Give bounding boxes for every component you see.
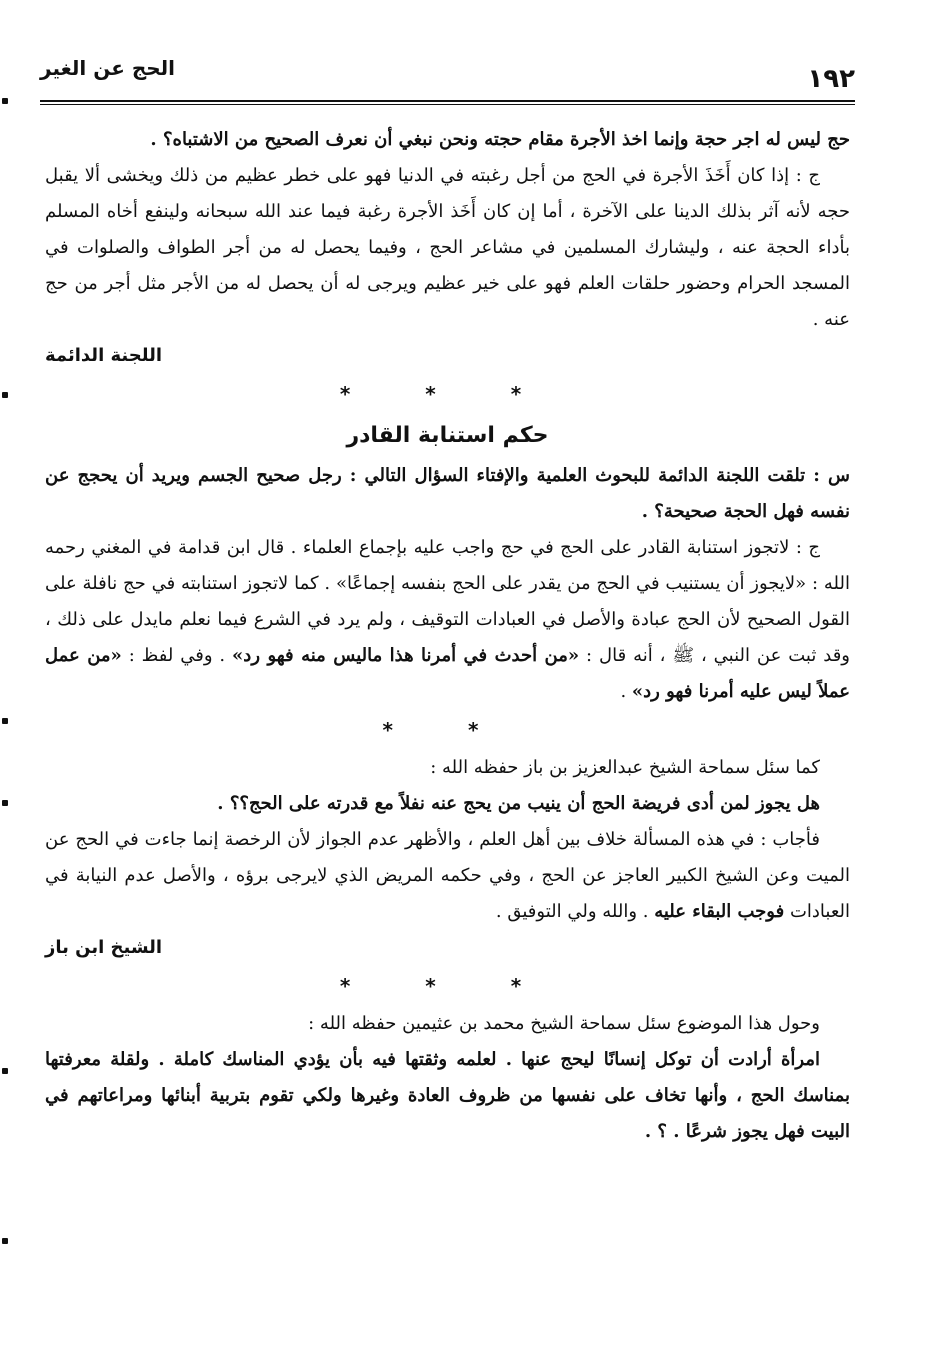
header-rule [40,100,855,102]
answer-text-end: . [620,681,632,702]
intro-paragraph: كما سئل سماحة الشيخ عبدالعزيز بن باز حفظه الله : [430,757,820,778]
divider-stars-2: * * [382,718,513,742]
answer-text-3: فأجاب : في هذه المسألة خلاف بين أهل العلم ، والأظهر عدم الجواز لأن الرخصة إنما جاءت في الحج عن الميت وعن الشيخ الكبير العاجز عن الحج ، وفي حكمه المريض الذي لايرجى برؤه ، والأصل عدم النيابة في العبادات [45,829,850,922]
header-rule-thin [40,104,855,105]
answer-emphasis: فوجب البقاء عليه [654,901,785,922]
margin-mark [2,392,8,398]
section-divider-stars: * * * [339,382,556,406]
question-continuation: حج ليس له اجر حجة وإنما اخذ الأجرة مقام حجته ونحن نبغي أن نعرف الصحيح من الاشتباه؟ . [150,129,850,150]
question-paragraph-4: امرأة أرادت أن توكل إنسانًا ليحج عنها . لعلمه وثقتها فيه بأن يؤدي المناسك كاملة . ولقلة معرفتها بمناسك الحج ، وأنها تخاف على نفسها من ظروف العادة وغيرها ولكي تقوم بتربية أبنائها ومراعاتهم في البيت فهل يجوز شرعًا . ؟ . [45,1049,850,1142]
running-title: الحج عن الغير [40,56,176,80]
answer-text-mid: . وفي لفظ : [121,645,233,666]
answer-paragraph-2 [45,530,850,710]
hadith-quote-2: «من عمل عملاً ليس عليه أمرنا فهو رد» [45,645,850,702]
margin-mark [2,718,8,724]
running-head [40,52,855,100]
answer-paragraph-3 [45,822,850,930]
hadith-quote: «من أحدث في أمرنا هذا ماليس منه فهو رد» [232,645,580,666]
section-heading: حكم استنابة القادر [346,423,549,448]
answer-paragraph: ج : إذا كان أَخَذَ الأجرة في الحج من أجل رغبته في الدنيا فهو على خطر عظيم من ذلك ويخشى ألا يقبل حجه لأنه آثر بذلك الدينا على الآخرة ، أما إن كان أَخَذ الأجرة رغبة فيما عند الله سبحانه ولينفع أخاه المسلم بأداء الحجة عنه ، وليشارك المسلمين في مشاعر الحج ، وفيما يحصل له من أجر الطواف والصلوات في المسجد الحرام وحضور حلقات العلم فهو على خير عظيم ويرجى له أن يحصل له من الأجر مثل أجر من حج عنه . [45,165,850,330]
signature-standing-committee: اللجنة الدائمة [45,345,163,366]
margin-mark [2,800,8,806]
page-body [45,122,850,1150]
intro-paragraph-4: وحول هذا الموضوع سئل سماحة الشيخ محمد بن عثيمين حفظه الله : [308,1013,820,1034]
margin-mark [2,1238,8,1244]
signature-ibn-baz: الشيخ ابن باز [45,937,163,958]
answer-text-3-end: . والله ولي التوفيق . [495,901,655,922]
question-paragraph-3: هل يجوز لمن أدى فريضة الحج أن ينيب من يحج عنه نفلاً مع قدرته على الحج؟؟ . [217,793,820,814]
question-paragraph: س : تلقت اللجنة الدائمة للبحوث العلمية والإفتاء السؤال التالي : رجل صحيح الجسم ويريد أن يحجج عن نفسه فهل الحجة صحيحة؟ . [45,465,850,522]
answer-text: ج : لاتجوز استنابة القادر على الحج في حج واجب عليه بإجماع العلماء . قال ابن قدامة في المغني رحمه الله : «لايجوز أن يستنيب في الحج من يقدر على الحج بنفسه إجماعًا» . كما لاتجوز استنابته في حج نافلة على القول الصحيح لأن الحج عبادة والأصل في العبادات التوقيف ، ولم يرد في الشرع فيما نعلم مايدل على ذلك ، وقد ثبت عن النبي ، ﷺ ، أنه قال : [45,537,850,666]
margin-mark [2,1068,8,1074]
page-number: ١٩٢ [807,64,855,94]
margin-mark [2,98,8,104]
divider-stars-3: * * * [339,974,556,998]
